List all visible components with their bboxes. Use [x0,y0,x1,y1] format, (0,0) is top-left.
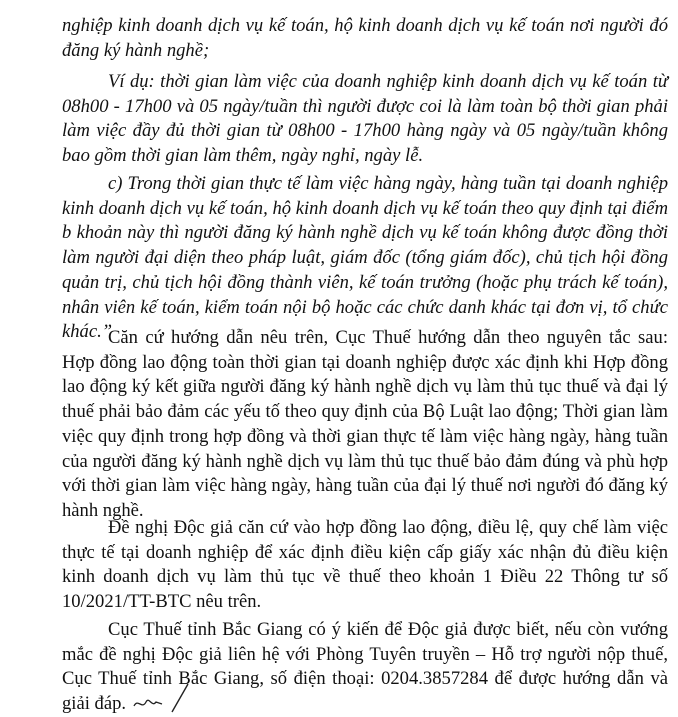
paragraph-continuation: nghiệp kinh doanh dịch vụ kế toán, hộ kinh doanh dịch vụ kế toán nơi người đó đăng ký hành nghề; [62,15,668,61]
paragraph-guidance: Căn cứ hướng dẫn nêu trên, Cục Thuế hướng dẫn theo nguyên tắc sau: Hợp đồng lao động toàn thời gian tại doanh nghiệp được xác định khi Hợp đồng lao động ký kết giữa người đăng ký hành nghề dịch vụ làm thủ tục thuế và đại lý thuế phải bảo đảm các yếu tố theo quy định của Bộ Luật lao động; Thời gian làm việc quy định trong hợp đồng và thời gian thực tế làm việc hàng ngày, hàng tuần của người đăng ký hành nghề dịch vụ làm thủ tục thuế bảo đảm đúng và phù hợp với thời gian làm việc hàng ngày, hàng tuần của đại lý thuế nơi người đó đăng ký hành nghề. [62,327,668,521]
handwritten-signature [132,680,192,714]
paragraph-point-c: c) Trong thời gian thực tế làm việc hàng ngày, hàng tuần tại doanh nghiệp kinh doanh dịch vụ kế toán, hộ kinh doanh dịch vụ kế toán theo quy định tại điểm b khoản này thì người đăng ký hành nghề dịch vụ kế toán không được đồng thời làm người đại diện theo pháp luật, giám đốc (tổng giám đốc), chủ tịch hội đồng quản trị, chủ tịch hội đồng thành viên, kế toán trưởng (hoặc phụ trách kế toán), nhân viên kế toán, kiểm toán nội bộ hoặc các chức danh khác tại đơn vị, tổ chức khác.” [62,173,668,343]
paragraph-example: Ví dụ: thời gian làm việc của doanh nghiệp kinh doanh dịch vụ kế toán từ 08h00 - 17h00 và 05 ngày/tuần thì người được coi là làm toàn bộ thời gian phải làm việc đầy đủ thời gian từ 08h00 - 17h00 hàng ngày và 05 ngày/tuần không bao gồm thời gian làm thêm, ngày nghỉ, ngày lễ. [62,71,668,167]
paragraph-closing: Cục Thuế tỉnh Bắc Giang có ý kiến để Độc giả được biết, nếu còn vướng mắc đề nghị Độc giả liên hệ với Phòng Tuyên truyền – Hỗ trợ người nộp thuế, Cục Thuế tỉnh Bắc Giang, số điện thoại: 0204.3857284 để được hướng dẫn và giải đáp. [62,619,668,715]
paragraph-request: Đề nghị Độc giả căn cứ vào hợp đồng lao động, điều lệ, quy chế làm việc thực tế tại doanh nghiệp để xác định điều kiện cấp giấy xác nhận đủ điều kiện kinh doanh dịch vụ làm thủ tục về thuế theo khoản 1 Điều 22 Thông tư số 10/2021/TT-BTC nêu trên. [62,517,668,613]
